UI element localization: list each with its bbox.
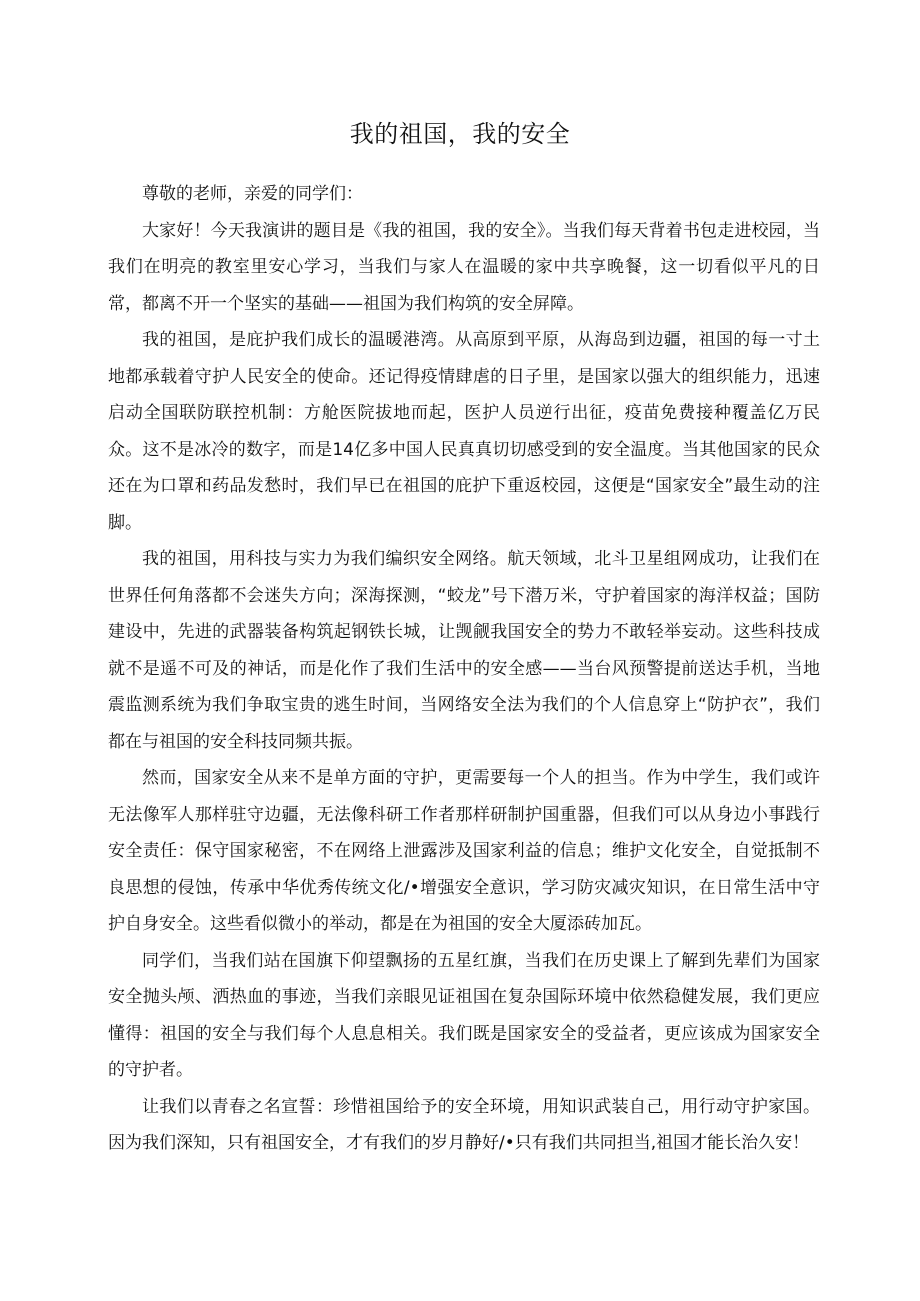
paragraph-harbor: 我的祖国，是庇护我们成长的温暖港湾。从高原到平原，从海岛到边疆，祖国的每一寸土地都承载着守护人民安全的使命。还记得疫情肆虐的日子里，是国家以强大的组织能力，迅速启动全国联防联控机制：方舱医院拔地而起，医护人员逆行出征，疫苗免费接种覆盖亿万民众。这不是冰冷的数字，而是14亿多中国人民真真切切感受到的安全温度。当其他国家的民众还在为口罩和药品发愁时，我们早已在祖国的庇护下重返校园，这便是“国家安全”最生动的注脚。 <box>108 330 820 533</box>
paragraph-opening: 大家好！今天我演讲的题目是《我的祖国，我的安全》。当我们每天背着书包走进校园，当我们在明亮的教室里安心学习，当我们与家人在温暖的家中共享晚餐，这一切看似平凡的日常，都离不开一个坚实的基础——祖国为我们构筑的安全屏障。 <box>108 220 820 314</box>
document-title: 我的祖国，我的安全 <box>349 120 571 148</box>
paragraph-understanding: 同学们，当我们站在国旗下仰望飘扬的五星红旗，当我们在历史课上了解到先辈们为国家安全抛头颅、洒热血的事迹，当我们亲眼见证祖国在复杂国际环境中依然稳健发展，我们更应懂得：祖国的安全与我们每个人息息相关。我们既是国家安全的受益者，更应该成为国家安全的守护者。 <box>108 950 820 1080</box>
paragraph-technology: 我的祖国，用科技与实力为我们编织安全网络。航天领域，北斗卫星组网成功，让我们在世界任何角落都不会迷失方向；深海探测，“蛟龙”号下潜万米，守护着国家的海洋权益；国防建设中，先进的武器装备构筑起钢铁长城，让觊觎我国安全的势力不敢轻举妄动。这些科技成就不是遥不可及的神话，而是化作了我们生活中的安全感——当台风预警提前送达手机，当地震监测系统为我们争取宝贵的逃生时间，当网络安全法为我们的个人信息穿上“防护衣”，我们都在与祖国的安全科技同频共振。 <box>108 549 820 752</box>
speech-body <box>108 176 820 1162</box>
paragraph-responsibility: 然而，国家安全从来不是单方面的守护，更需要每一个人的担当。作为中学生，我们或许无法像军人那样驻守边疆，无法像科研工作者那样研制护国重器，但我们可以从身边小事践行安全责任：保守国家秘密，不在网络上泄露涉及国家利益的信息；维护文化安全，自觉抵制不良思想的侵蚀，传承中华优秀传统文化/•增强安全意识，学习防灾减灾知识，在日常生活中守护自身安全。这些看似微小的举动，都是在为祖国的安全大厦添砖加瓦。 <box>108 768 820 934</box>
paragraph-oath: 让我们以青春之名宣誓：珍惜祖国给予的安全环境，用知识武装自己，用行动守护家国。因为我们深知，只有祖国安全，才有我们的岁月静好/•只有我们共同担当,祖国才能长治久安！ <box>108 1096 820 1153</box>
salutation: 尊敬的老师，亲爱的同学们： <box>142 184 363 204</box>
